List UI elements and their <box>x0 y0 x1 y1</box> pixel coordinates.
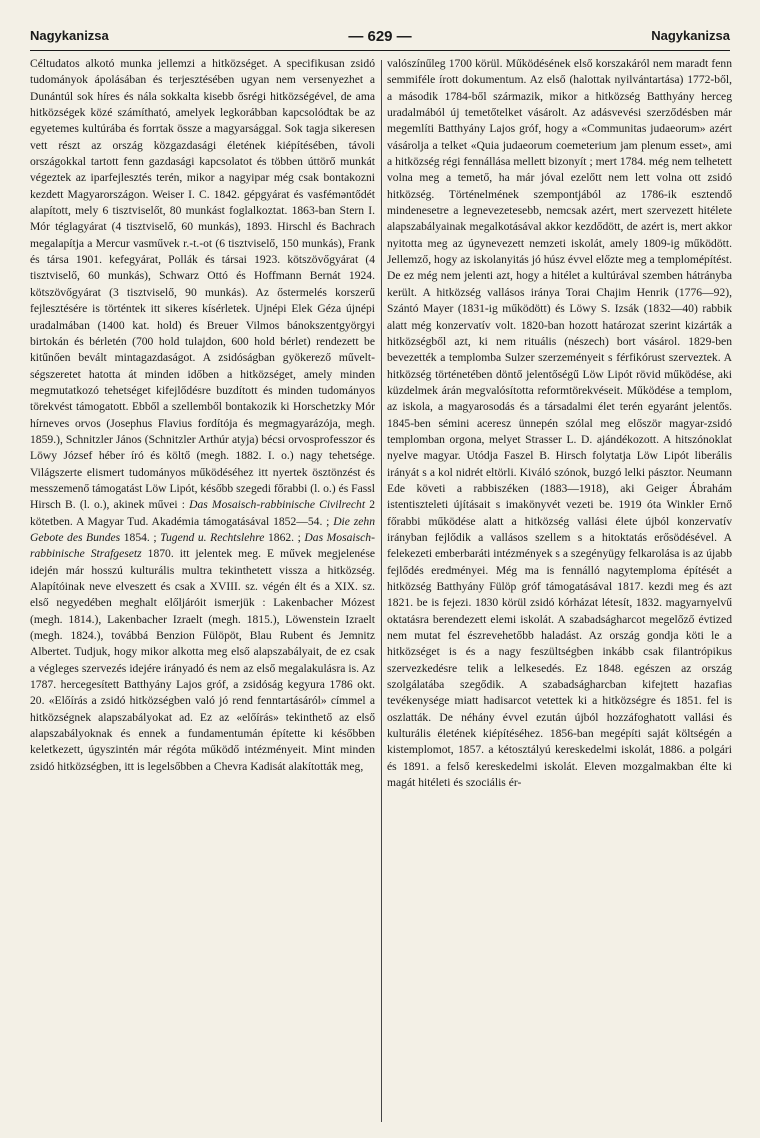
book-title: Das Mosaisch-rabbinische Civilrecht <box>189 498 366 512</box>
header-rule <box>30 50 730 51</box>
book-title: Die zehn Gebote des Bundes <box>30 514 375 544</box>
text-run: 1854. ; <box>120 530 161 544</box>
text-columns <box>30 56 732 1126</box>
book-title: Tugend u. Rechtslehre <box>160 530 265 544</box>
right-column-text: valószínűleg 1700 körül. Működésének első korszakáról nem maradt fenn semmiféle írott dokumentum. Az első (halottak nyilvántartása) 1772-ből, a második 1784-ből származik, mikor a hitközség Batthyány herceg uradalmából új temetőtelket vásárolt. Az adásvevési szerződésben már megemlíti Batthyány Lajos gróf, hogy a «Communitas judaeorum» azért vásárolja a telket «Quia judaeorum coemeterium jam plenum esset», ami a hitközség régi fennállása mellett bizonyít ; mert 1784. még nem telhetett volna meg a temető, ha már jóval ezelőtt nem lett volna ott zsidó hitközség. Történelmének szempontjából az 1786-ik esztendő mindenesetre a legnevezetesebb, nemcsak azért, mert szervezett hitélete alapszabályainak megalkotásával akkor kezdődött, de azért is, mert akkor nyitotta meg az úgynevezett nemzeti iskolát, amely 1809-ig működött. Jellemző, hogy az iskolanyitás jó húsz évvel előzte meg a templomépítést. De ez még nem jelenti azt, hogy a hitélet a kultúrával szemben hátrányba került. A hitközség vallásos iránya Torai Chajim Henrik (1776—92), Szántó Mayer (1831-ig működött) és Löwy S. Izsák (1832—40) rabbik alatt még konzervatív volt. 1820-ban hozott határozat szerint kizárták a hitközségből azt, ki nem rituális (nészech) bort vásárol. 1829-ben bevezették a templomba Sulzer szerzeményeit s férfikórust szerveztek. A hitközség történetében döntő jelentőségű Löw Lipót rövid működése, aki küzdelmek árán megvalósította reformtörekvéseit. Működése a templom, az iskola, a magyarosodás és a társadalmi élet terén egyaránt jelentős. 1845-ben sémini aceresz ünnepén szólal meg először magyar-zsidó templomban orgona, melyet Strasser L. D. ajándékozott. A hitszónoklat nyelve magyar. Utódja Faszel B. Hirsch folytatja Löw Lipót liberális irányát s a kol nidrét eltörli. Kiváló szónok, buzgó lelki pásztor. Neumann Ede követi a rabbiszéken (1883—1918), aki Geiger Ábrahám istentiszteleti újításait s imakönyvét vezeti be. 1919 óta Winkler Ernő főrabbi működése alatt a hitközség vallási élete újból konzervatív irányban fejlődik a vallásos szellem s a hitoktatás erősödésével. A felekezeti emberbaráti intézmények s a szegényügy felkarolása is az újabb fejlődés eredményei. Még ma is fennálló nagytemploma építését a hitközség Batthyány Fülöp gróf támogatásával 1817. kezdi meg és azt 1821. be is fejezi. 1830 körül zsidó kórházat létesít, 1832. magyarnyelvű oktatásra berendezett elemi iskolát. A szabadságharcot megelőző évtized nem mutat fel észrevehetőbb haladást. Az ország gondja köti le a hitközséget is és a nagy feszültségben inkább csak filantrópikus szervezkedésre telik a lelkesedés. Ez 1848. egészen az ország szolgálatába szegődik. A szabadságharcban kifejtett hazafias tevékenysége miatt hadisarcot vetettek ki a hitközségre és 1851. fel is oszlatták. De néhány évvel ezután újból hozzáfoghatott vallási és kulturális életének kiépítéséhez. 1856-ban megépíti saját költségén a kistemplomot, 1857. a kétosztályú kereskedelmi iskolát, 1886. a polgári és 1891. a felső kereskedelmi iskolát. Eleven mozgalmakban élte ki magát hitéleti és szociális ér- <box>387 57 732 790</box>
book-title: Das Mosaisch-rabbinische Strafgesetz <box>30 530 375 561</box>
page-header <box>30 28 730 48</box>
left-column-text <box>30 56 375 775</box>
text-run: 2 kötetben. A Magyar Tud. Akadémia támogatásával 1852—54. ; <box>30 498 375 528</box>
page-number: — 629 — <box>348 28 412 45</box>
running-head-left: Nagykanizsa <box>30 28 109 43</box>
running-head-right: Nagykanizsa <box>651 28 730 43</box>
right-column <box>387 56 732 1126</box>
text-run: 1862. ; <box>264 530 305 544</box>
text-run: Céltudatos alkotó munka jellemzi a hitközséget. A specifikusan zsidó tudományok ápolásában és terjesztésében ugyan nem versenyezhet a Dunántúl sok híres és nála sokkalta kisebb ősrégi hitközségével, de ama hitközségek közé számítható, amelyek legkorábban kapcsolódtak be az egyetemes kultúrába és forrtak össze a magyarsággal. Sok tagja sikeresen vett részt az ország közgazdasági életének kiépítésében, távoli országokkal tartott fenn gazdasági kapcsolatot és többen úttörő munkát végeztek az iparfejlesztés terén, mikor a nagyipar még csak bontakozni kezdett Magyarországon. Weiser I. C. 1842. gépgyárat és vasféməntődét alapított, mely 6 tisztviselőt, 80 munkást foglalkoztat. 1863-ban Stern I. Mór téglagyárat (4 tisztviselő, 60 munkás), 1893. Hirschl és Bachrach megalapítja a Mercur vasművek r.-t.-ot (6 tisztviselő, 150 munkás), Frank és társa 1901. kefegyárat, Pollák és társai 1923. kötszövőgyárat (4 tisztviselő, 60 munkás), Schwarz Ottó és Hoffmann Bernát 1924. kötszövőgyárat (3 tisztviselő, 90 munkás). Az őstermelés korszerű fejlesztésére is történtek itt sikeres kísérletek. Ujnépi Elek Géza újnépi uradalmában (1400 kat. hold) és Breuer Vilmos bánokszentgyörgyi birtokán és bérletén (700 hold tulajdon, 600 hold bérlet) rendezett be kitűnően bevált mintagazdaságot. A zsidóságban gyökerező műveltségszeretet hatotta át minden időben a hitközséget, amely minden megmutatkozó tehetséget kifejlődésre buzdított és minden tudományos törekvést támogatott. Ebből a szellemből bontakozik ki Horschetzky Mór hírneves orvos (Josephus Flavius fordítója és megmagyarázója, megh. 1859.), Schnitzler János (Schnitzler Arthúr atyja) bécsi orvosprofesszor és Löwy József héber író és költő (megh. 1882. I. o.) nagy tehetsége. Világszerte elismert tudományos működéséhez itt nyertek ösztönzést és messzemenő támogatást Löw Lipót, később szegedi főrabbi (l. o.) és Fassl Hirsch B. (l. o.), akinek művei : <box>30 57 375 512</box>
left-column <box>30 56 375 1126</box>
text-run: 1870. itt jelentek meg. E művek megjelenése idején már hosszú kulturális multra tekinthetett vissza a hitközség. Alapítóinak neve elveszett és csak a XVIII. sz. végén élt és a XIX. sz. első negyedében meghalt előljáróit ismerjük : Lakenbacher Mózest (megh. 1814.), Lakenbacher Izraelt (megh. 1815.), Löwenstein Izraelt (megh. 1824.), továbbá Benzion Fülöpöt, Blau Rubent és Jemnitz Albertet. Tudjuk, hogy mikor alkotta meg első alapszabályait, de ez csak a végleges szervezés idejére irányadó és nem az első megalakulásra is. Az 1787. hercegesített Batthyány Lajos gróf, a zsidóság kegyura 1786 okt. 20. «Előírás a zsidó hitközségben való jó rend fenntartásáról» címmel a hitközségnek alapszabályokat ad. Ez az «előírás» tekinthető az első alapszabályoknak és ennek a fundamentumán építette ki későbben keletkezett, úgyszintén már régóta működő intézményeit. Mint minden zsidó hitközségben, itt is legelsőbben a Chevra Kadisát alakították meg, <box>30 547 375 773</box>
column-rule <box>381 60 382 1122</box>
